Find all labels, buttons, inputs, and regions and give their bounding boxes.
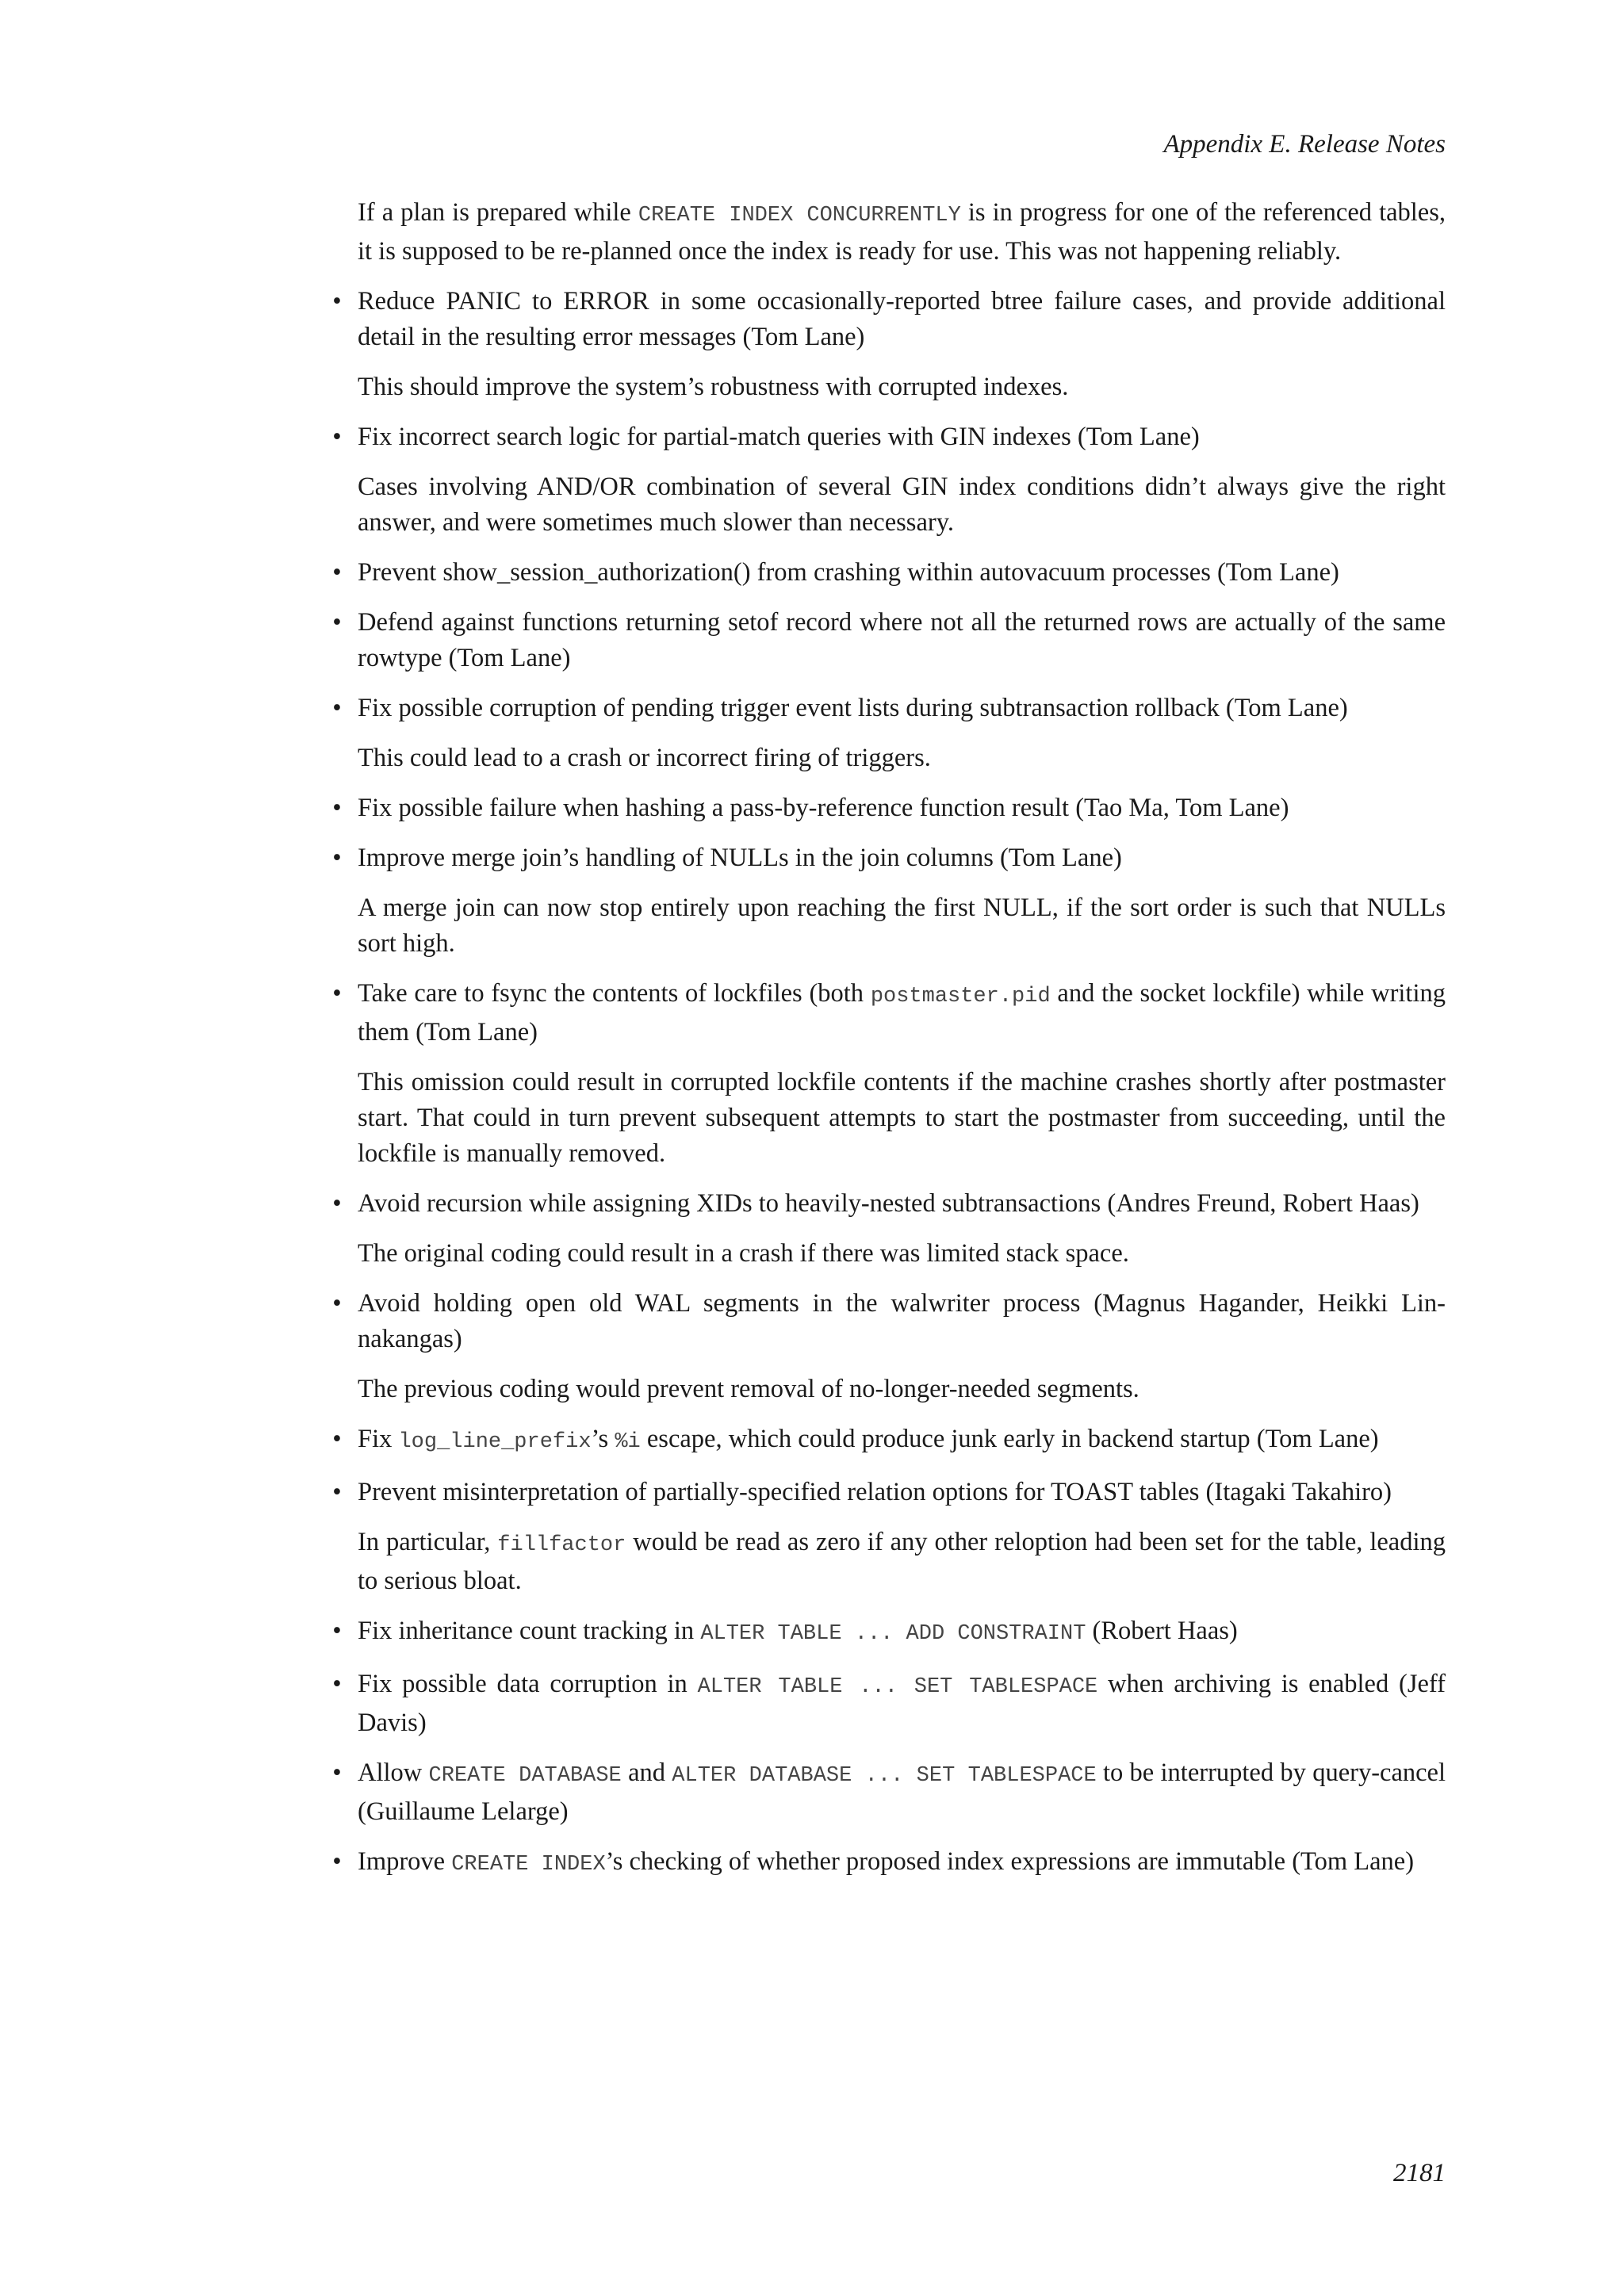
text-run: Avoid holding open old WAL segments in the walwriter process (Magnus Hagander, Heikki Linnakangas) xyxy=(358,1289,1446,1353)
paragraph-text xyxy=(358,555,1446,591)
bullet-icon: • xyxy=(332,844,342,872)
code-literal: ALTER TABLE ... SET TABLESPACE xyxy=(697,1675,1098,1699)
text-run: Defend against functions returning setof record where not all the returned rows are actually of the same rowtype (Tom Lane) xyxy=(358,608,1446,672)
running-header: Appendix E. Release Notes xyxy=(1163,130,1446,159)
text-run: Avoid recursion while assigning XIDs to heavily-nested subtransactions (Andres Freund, Robert Haas) xyxy=(358,1189,1419,1218)
text-run: Fix possible failure when hashing a pass-by-reference function result (Tao Ma, Tom Lane) xyxy=(358,794,1289,822)
code-literal: postmaster.pid xyxy=(870,985,1051,1008)
code-literal: CREATE INDEX CONCURRENTLY xyxy=(638,204,961,228)
paragraph xyxy=(358,195,1446,270)
text-run: In particular, xyxy=(358,1528,498,1556)
text-run: escape, which could produce junk early in backend startup (Tom Lane) xyxy=(640,1425,1379,1453)
text-run: Prevent misinterpretation of partially-specified relation options for TOAST tables (Itagaki Takahiro) xyxy=(358,1478,1392,1506)
text-run: ’s checking of whether proposed index expressions are immutable (Tom Lane) xyxy=(605,1847,1415,1876)
paragraph-text xyxy=(358,740,1446,776)
list-item xyxy=(332,1755,1446,1830)
bullet-icon: • xyxy=(332,558,342,587)
list-item xyxy=(332,1613,1446,1652)
bullet-icon: • xyxy=(332,608,342,637)
code-literal: CREATE DATABASE xyxy=(428,1764,622,1788)
paragraph-text xyxy=(358,605,1446,676)
page-number: 2181 xyxy=(1393,2159,1446,2187)
text-run: Prevent show_session_authorization() from crashing within autovacuum processes (Tom Lane) xyxy=(358,558,1339,587)
text-run: would be read as zero if any other reloption had been set for the table, leading to serious bloat. xyxy=(358,1528,1446,1595)
text-run: This could lead to a crash or incorrect firing of triggers. xyxy=(358,744,931,772)
code-literal: CREATE INDEX xyxy=(451,1853,606,1877)
list-item xyxy=(332,976,1446,1050)
text-run: A merge join can now stop entirely upon reaching the first NULL, if the sort order is such that NULLs sort high. xyxy=(358,894,1446,958)
list-item xyxy=(332,419,1446,455)
text-run: ’s xyxy=(591,1425,615,1453)
text-run: Improve merge join’s handling of NULLs in the join columns (Tom Lane) xyxy=(358,844,1122,872)
paragraph-text xyxy=(358,1844,1446,1883)
text-run: Allow xyxy=(358,1758,429,1787)
paragraph-text xyxy=(358,1372,1446,1407)
text-run: This omission could result in corrupted lockfile contents if the machine crashes shortly after postmaster start. That could in turn prevent subsequent attempts to start the postmaster from succeeding, until the lockfile is manually removed. xyxy=(358,1068,1446,1168)
text-run: Fix inheritance count tracking in xyxy=(358,1617,701,1645)
paragraph-text xyxy=(358,469,1446,541)
bullet-icon: • xyxy=(332,1478,342,1506)
list-item xyxy=(332,1475,1446,1510)
paragraph xyxy=(358,1372,1446,1407)
list-item xyxy=(332,691,1446,726)
paragraph-text xyxy=(358,1613,1446,1652)
paragraph-text xyxy=(358,369,1446,405)
list-item xyxy=(332,1422,1446,1460)
text-run: (Robert Haas) xyxy=(1086,1617,1238,1645)
bullet-icon: • xyxy=(332,287,342,316)
bullet-icon: • xyxy=(332,1189,342,1218)
bullet-icon: • xyxy=(332,1847,342,1876)
paragraph-text xyxy=(358,1525,1446,1599)
paragraph xyxy=(358,1065,1446,1172)
code-literal: fillfactor xyxy=(497,1533,626,1557)
paragraph-text xyxy=(358,1236,1446,1272)
bullet-icon: • xyxy=(332,979,342,1008)
paragraph-text xyxy=(358,1475,1446,1510)
text-run: is in progress for one of the referenced tables, it is supposed to be re-planned once the index is ready for use. This was not happening reliably. xyxy=(358,198,1446,266)
text-run: The original coding could result in a crash if there was limited stack space. xyxy=(358,1239,1129,1268)
text-run: Cases involving AND/OR combination of several GIN index conditions didn’t always give the right answer, and were sometimes much slower than necessary. xyxy=(358,473,1446,537)
paragraph-text xyxy=(358,691,1446,726)
paragraph xyxy=(358,1525,1446,1599)
paragraph xyxy=(358,740,1446,776)
bullet-icon: • xyxy=(332,423,342,451)
paragraph-text xyxy=(358,419,1446,455)
text-run: The previous coding would prevent removal of no-longer-needed segments. xyxy=(358,1375,1139,1403)
list-item xyxy=(332,1186,1446,1222)
text-run: and xyxy=(621,1758,672,1787)
text-run: Fix possible corruption of pending trigger event lists during subtransaction rollback (Tom Lane) xyxy=(358,694,1348,722)
bullet-icon: • xyxy=(332,1758,342,1787)
list-item xyxy=(332,284,1446,355)
text-run: Take care to fsync the contents of lockfiles (both xyxy=(358,979,871,1008)
bullet-icon: • xyxy=(332,1670,342,1698)
code-literal: log_line_prefix xyxy=(398,1430,592,1454)
list-item xyxy=(332,605,1446,676)
text-run: Fix incorrect search logic for partial-match queries with GIN indexes (Tom Lane) xyxy=(358,423,1200,451)
paragraph-text xyxy=(358,195,1446,270)
text-run: when archiving is enabled (Jeff Davis) xyxy=(358,1670,1446,1737)
paragraph-text xyxy=(358,1755,1446,1830)
list-item xyxy=(332,790,1446,826)
paragraph-text xyxy=(358,840,1446,876)
text-run: Reduce PANIC to ERROR in some occasionally-reported btree failure cases, and provide additional detail in the resulting error messages (Tom Lane) xyxy=(358,287,1446,351)
text-run: and the socket lockfile) while writing them (Tom Lane) xyxy=(358,979,1446,1047)
text-run: If a plan is prepared while xyxy=(358,198,638,227)
list-item xyxy=(332,1667,1446,1741)
list-item xyxy=(332,840,1446,876)
release-notes-body xyxy=(332,195,1446,1897)
code-literal: ALTER TABLE ... ADD CONSTRAINT xyxy=(700,1622,1086,1646)
paragraph-text xyxy=(358,1186,1446,1222)
bullet-icon: • xyxy=(332,694,342,722)
list-item xyxy=(332,555,1446,591)
paragraph-text xyxy=(358,1422,1446,1460)
text-run: Fix possible data corruption in xyxy=(358,1670,698,1698)
list-item xyxy=(332,1844,1446,1883)
paragraph-text xyxy=(358,976,1446,1050)
paragraph xyxy=(358,369,1446,405)
code-literal: ALTER DATABASE ... SET TABLESPACE xyxy=(672,1764,1097,1788)
paragraph-text xyxy=(358,890,1446,962)
code-literal: %i xyxy=(615,1430,641,1454)
text-run: This should improve the system’s robustness with corrupted indexes. xyxy=(358,373,1069,401)
list-item xyxy=(332,1286,1446,1357)
bullet-icon: • xyxy=(332,1289,342,1318)
paragraph-text xyxy=(358,1286,1446,1357)
text-run: Improve xyxy=(358,1847,452,1876)
paragraph xyxy=(358,469,1446,541)
paragraph xyxy=(358,1236,1446,1272)
paragraph-text xyxy=(358,1065,1446,1172)
paragraph-text xyxy=(358,1667,1446,1741)
paragraph xyxy=(358,890,1446,962)
paragraph-text xyxy=(358,284,1446,355)
bullet-icon: • xyxy=(332,1425,342,1453)
paragraph-text xyxy=(358,790,1446,826)
text-run: Fix xyxy=(358,1425,399,1453)
text-run: to be interrupted by query-cancel (Guillaume Lelarge) xyxy=(358,1758,1446,1826)
bullet-icon: • xyxy=(332,794,342,822)
bullet-icon: • xyxy=(332,1617,342,1645)
